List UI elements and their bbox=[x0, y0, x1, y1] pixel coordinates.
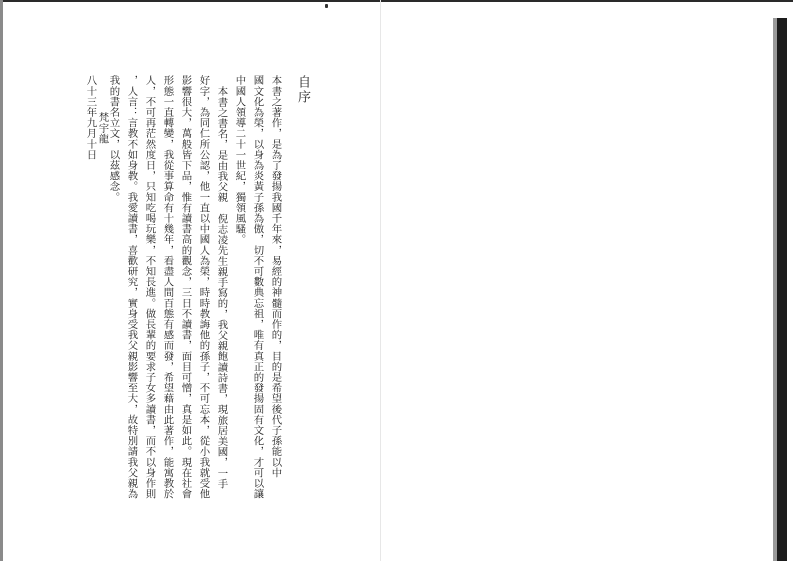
preface-column-10: 我的書名立文，以茲感念。 bbox=[107, 75, 120, 203]
preface-column-1: 本書之著作，是為了發揚我國千年來，易經的神髓而作的，目的是希望後代子孫能以中 bbox=[269, 75, 282, 478]
preface-column-2: 國文化為榮，以身為炎黃子孫為傲，切不可數典忘祖，唯有真正的發揚固有文化，才可以讓 bbox=[251, 75, 264, 499]
scan-speck bbox=[325, 4, 328, 8]
preface-date: 八十三年九月十日 bbox=[84, 75, 97, 160]
preface-author: 梵宇龍 bbox=[96, 112, 109, 144]
scan-left-edge bbox=[0, 0, 3, 561]
preface-column-7: 形態一直轉變，我從事算命有十幾年，看盡人間百態有感而發，希望藉由此著作，能寓教於 bbox=[161, 75, 174, 499]
preface-column-6: 影響很大，萬般皆下品，惟有讀書高的觀念，三日不讀書，面目可憎，真是如此。現在社會 bbox=[179, 75, 192, 499]
page-fold bbox=[380, 0, 381, 561]
preface-title: 自序 bbox=[295, 75, 310, 105]
scan-binding-edge bbox=[777, 18, 787, 561]
scan-top-edge bbox=[0, 0, 793, 2]
preface-column-4: 本書之書名，是由我父親 倪志凌先生親手寫的，我父親飽讀詩書，現旅居美國，一手 bbox=[215, 86, 228, 489]
preface-column-9: ，人言：言教不如身教。我愛讀書，喜歡研究，實身受我父親影響至大，故特別請我父親為 bbox=[125, 75, 138, 499]
preface-column-8: 人，不可再茫然度日，只知吃喝玩樂，不知長進。做長輩的要求子女多讀書，而不以身作則 bbox=[143, 75, 156, 499]
preface-column-5: 好字，為同仁所公認，他一直以中國人為榮，時時教誨他的孫子，不可忘本，從小我就受他 bbox=[197, 75, 210, 499]
preface-column-3: 中國人領導二十一世紀，獨領風騷。 bbox=[233, 75, 246, 245]
